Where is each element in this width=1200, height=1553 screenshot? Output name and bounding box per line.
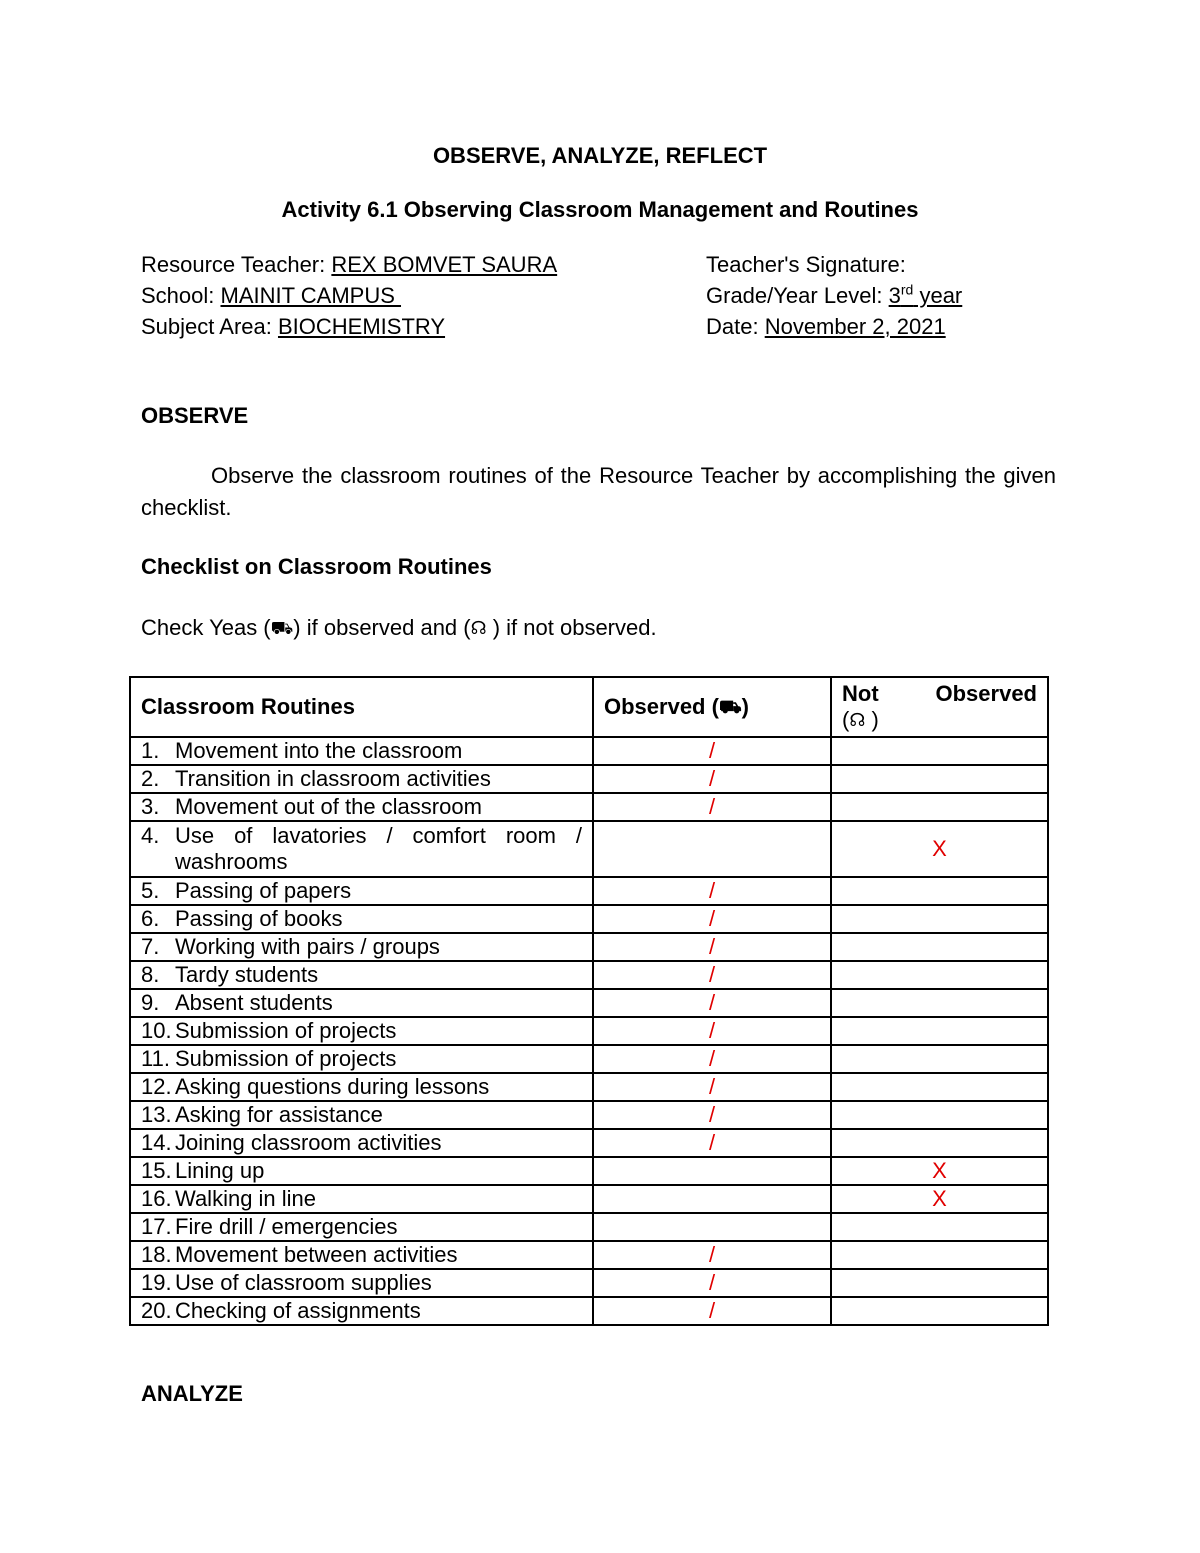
grade-row	[706, 280, 962, 311]
grade-rest: year	[913, 283, 963, 308]
header-not-close: )	[865, 707, 879, 732]
grade-label: Grade/Year Level:	[706, 283, 889, 308]
routine-cell	[130, 1101, 593, 1129]
routine-number: 6.	[141, 906, 160, 931]
school-value: MAINIT CAMPUS	[220, 283, 402, 308]
routine-text-continued: washrooms	[175, 849, 288, 874]
observed-mark: /	[593, 961, 831, 989]
routine-text: Checking of assignments	[175, 1298, 421, 1323]
header-not-observed-label: Observed	[935, 681, 1037, 706]
observed-mark: /	[593, 877, 831, 905]
routine-cell	[130, 933, 593, 961]
routines-checklist-table	[129, 676, 1049, 1326]
header-not-label: Not	[842, 681, 879, 706]
not-observed-mark	[831, 793, 1048, 821]
table-row	[130, 1213, 1048, 1241]
instruction-text-1: Check Yeas (	[141, 615, 271, 640]
instruction-text-2: ) if observed and (	[293, 615, 471, 640]
subject-label: Subject Area:	[141, 314, 278, 339]
checklist-heading: Checklist on Classroom Routines	[141, 554, 492, 579]
routine-text: Passing of papers	[175, 878, 352, 903]
routine-text: Absent students	[175, 990, 333, 1015]
header-observed-close: )	[741, 694, 749, 719]
routine-cell	[130, 737, 593, 765]
table-row	[130, 1045, 1048, 1073]
routine-text: Joining classroom activities	[175, 1130, 442, 1155]
resource-teacher-row	[141, 249, 557, 280]
table-row	[130, 737, 1048, 765]
table-row	[130, 961, 1048, 989]
signature-row	[706, 249, 962, 280]
header-observed-label: Observed (	[604, 694, 719, 719]
table-row	[130, 1157, 1048, 1185]
routine-cell	[130, 1157, 593, 1185]
routine-cell	[130, 1129, 593, 1157]
header-observed	[593, 677, 831, 737]
not-observed-mark	[831, 1017, 1048, 1045]
observed-mark: /	[593, 1129, 831, 1157]
checklist-instruction	[141, 615, 657, 642]
routine-text: Movement out of the classroom	[175, 794, 482, 819]
routine-cell	[130, 1045, 593, 1073]
table-row	[130, 1073, 1048, 1101]
not-observed-mark	[831, 961, 1048, 989]
routine-text: Submission of projects	[175, 1046, 397, 1071]
not-observed-mark	[831, 989, 1048, 1017]
not-observed-mark	[831, 877, 1048, 905]
observed-mark	[593, 1213, 831, 1241]
routine-text: Tardy students	[175, 962, 319, 987]
routine-text: Lining up	[175, 1158, 265, 1183]
routine-number: 14.	[141, 1130, 172, 1155]
not-observed-mark	[831, 905, 1048, 933]
table-row	[130, 989, 1048, 1017]
observed-mark	[593, 821, 831, 877]
observed-mark: /	[593, 1241, 831, 1269]
routine-number: 20.	[141, 1298, 172, 1323]
routine-text: Walking in line	[175, 1186, 317, 1211]
not-observed-mark	[831, 1129, 1048, 1157]
analyze-heading: ANALYZE	[141, 1381, 243, 1406]
routine-text: Transition in classroom activities	[175, 766, 491, 791]
date-label: Date:	[706, 314, 765, 339]
not-observed-mark	[831, 933, 1048, 961]
routine-text: Movement between activities	[175, 1242, 458, 1267]
routine-number: 13.	[141, 1102, 172, 1127]
routine-cell	[130, 989, 593, 1017]
routine-text: Movement into the classroom	[175, 738, 463, 763]
not-observed-mark: X	[831, 821, 1048, 877]
routine-text: Use of classroom supplies	[175, 1270, 432, 1295]
resource-teacher-label: Resource Teacher:	[141, 252, 332, 277]
grade-value	[889, 283, 963, 308]
routine-cell	[130, 877, 593, 905]
table-row	[130, 1017, 1048, 1045]
not-observed-mark	[831, 1073, 1048, 1101]
table-row	[130, 1241, 1048, 1269]
observed-symbol-icon: ⛟	[718, 697, 742, 717]
date-value: November 2, 2021	[764, 314, 946, 339]
observe-heading: OBSERVE	[141, 403, 249, 428]
observed-mark: /	[593, 737, 831, 765]
routine-text: Fire drill / emergencies	[175, 1214, 398, 1239]
routine-number: 11.	[141, 1046, 170, 1071]
routine-text: Submission of projects	[175, 1018, 397, 1043]
not-observed-mark	[831, 1101, 1048, 1129]
routine-cell	[130, 1241, 593, 1269]
routine-number: 18.	[141, 1242, 172, 1267]
header-not-observed	[831, 677, 1048, 737]
observed-mark: /	[593, 1017, 831, 1045]
table-body	[130, 737, 1048, 1325]
routine-number: 7.	[141, 934, 160, 959]
observed-mark	[593, 1157, 831, 1185]
observed-mark: /	[593, 765, 831, 793]
observed-mark: /	[593, 1269, 831, 1297]
not-observed-mark	[831, 1241, 1048, 1269]
table-row	[130, 1185, 1048, 1213]
routine-cell	[130, 905, 593, 933]
date-row	[706, 311, 962, 342]
routine-cell	[130, 961, 593, 989]
subject-value: BIOCHEMISTRY	[277, 314, 446, 339]
routine-number: 1.	[141, 738, 160, 763]
routine-cell	[130, 821, 593, 877]
table-header-row	[130, 677, 1048, 737]
not-observed-mark	[831, 765, 1048, 793]
routine-number: 8.	[141, 962, 160, 987]
routine-number: 19.	[141, 1270, 172, 1295]
routine-text: Passing of books	[175, 906, 343, 931]
resource-teacher-value: REX BOMVET SAURA	[331, 252, 558, 277]
not-observed-symbol-icon: ☊	[849, 710, 866, 730]
table-row	[130, 765, 1048, 793]
observe-paragraph	[141, 460, 1056, 524]
info-left-block	[141, 249, 557, 342]
routine-number: 4.	[141, 823, 160, 848]
grade-suffix: rd	[900, 281, 914, 298]
observed-mark: /	[593, 1101, 831, 1129]
routine-number: 10.	[141, 1018, 172, 1043]
table-row	[130, 1269, 1048, 1297]
observed-mark: /	[593, 1073, 831, 1101]
routine-number: 17.	[141, 1214, 172, 1239]
activity-title: Activity 6.1 Observing Classroom Management and Routines	[281, 197, 919, 222]
table-row	[130, 1101, 1048, 1129]
header-not-open: (	[842, 707, 850, 732]
routine-cell	[130, 1185, 593, 1213]
routine-number: 3.	[141, 794, 160, 819]
observed-mark	[593, 1185, 831, 1213]
observed-mark: /	[593, 905, 831, 933]
school-label: School:	[141, 283, 221, 308]
observed-symbol-icon: ⛟	[270, 618, 294, 638]
routine-cell	[130, 1213, 593, 1241]
observe-paragraph-text: Observe the classroom routines of the Resource Teacher by accomplishing the given checklist.	[141, 463, 1056, 520]
routine-number: 15.	[141, 1158, 172, 1183]
table-row	[130, 1129, 1048, 1157]
observed-mark: /	[593, 989, 831, 1017]
instruction-text-3: ) if not observed.	[486, 615, 657, 640]
routine-cell	[130, 765, 593, 793]
routine-cell	[130, 793, 593, 821]
not-observed-mark: X	[831, 1157, 1048, 1185]
routine-number: 9.	[141, 990, 160, 1015]
not-observed-mark	[831, 1045, 1048, 1073]
not-observed-mark	[831, 1213, 1048, 1241]
table-row	[130, 793, 1048, 821]
school-row	[141, 280, 557, 311]
observed-mark: /	[593, 793, 831, 821]
routine-text: Asking questions during lessons	[175, 1074, 490, 1099]
routine-cell	[130, 1297, 593, 1325]
not-observed-symbol-icon: ☊	[470, 618, 487, 638]
table-row	[130, 1297, 1048, 1325]
routine-text: Working with pairs / groups	[175, 934, 440, 959]
table-row	[130, 877, 1048, 905]
routine-number: 5.	[141, 878, 160, 903]
routine-number: 2.	[141, 766, 160, 791]
document-title: OBSERVE, ANALYZE, REFLECT	[432, 143, 768, 168]
routine-text: Use of lavatories / comfort room /	[175, 823, 582, 848]
routine-cell	[130, 1017, 593, 1045]
observed-mark: /	[593, 1045, 831, 1073]
observed-mark: /	[593, 1297, 831, 1325]
not-observed-mark: X	[831, 1185, 1048, 1213]
not-observed-mark	[831, 1297, 1048, 1325]
header-routines: Classroom Routines	[130, 677, 593, 737]
routine-number: 12.	[141, 1074, 172, 1099]
table-row	[130, 905, 1048, 933]
not-observed-mark	[831, 1269, 1048, 1297]
table-row	[130, 933, 1048, 961]
routine-number: 16.	[141, 1186, 172, 1211]
signature-label: Teacher's Signature:	[706, 252, 906, 277]
table-row	[130, 821, 1048, 877]
not-observed-mark	[831, 737, 1048, 765]
routine-cell	[130, 1073, 593, 1101]
info-right-block	[706, 249, 962, 342]
routine-text: Asking for assistance	[175, 1102, 383, 1127]
grade-number: 3	[888, 283, 901, 308]
subject-row	[141, 311, 557, 342]
routine-cell	[130, 1269, 593, 1297]
observed-mark: /	[593, 933, 831, 961]
